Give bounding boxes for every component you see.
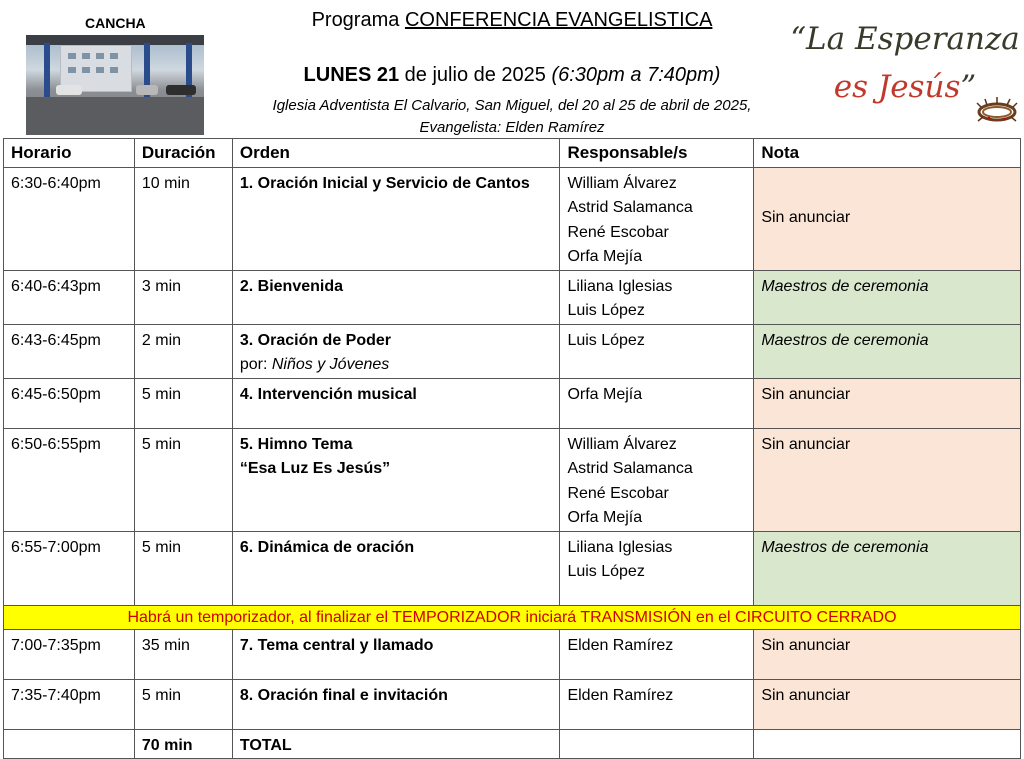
date-label: de julio de 2025 [399,64,552,86]
row-order: 3. Oración de Poder [239,331,392,349]
table-row [4,324,1021,378]
row-duration: 5 min [134,428,232,531]
person: René Escobar [567,223,669,241]
row-time: 6:50-6:55pm [4,428,135,531]
row-order-sub-prefix: por: [239,356,272,373]
row-note: Sin anunciar [754,378,1021,428]
person: Elden Ramírez [567,686,674,704]
row-note: Maestros de ceremonia [754,270,1021,324]
person: Elden Ramírez [567,636,674,654]
table-row [4,270,1021,324]
row-time: 6:40-6:43pm [4,270,135,324]
row-people [560,679,754,729]
row-order: 8. Oración final e invitación [232,679,560,729]
person: William Álvarez [567,435,677,453]
row-duration: 3 min [134,270,232,324]
row-duration: 10 min [134,167,232,270]
row-people [560,428,754,531]
row-people [560,531,754,605]
row-order: 1. Oración Inicial y Servicio de Cantos [232,167,560,270]
evangelist-line: Evangelista: Elden Ramírez [419,119,605,136]
row-time: 6:55-7:00pm [4,531,135,605]
table-row [4,679,1021,729]
row-note: Maestros de ceremonia [754,531,1021,605]
program-table [3,138,1021,759]
day-label: LUNES 21 [303,64,400,86]
row-duration: 2 min [134,324,232,378]
row-note: Sin anunciar [754,167,1021,270]
row-time: 6:43-6:45pm [4,324,135,378]
row-note: Sin anunciar [754,679,1021,729]
row-order: 5. Himno Tema [239,435,353,453]
table-row [4,378,1021,428]
row-order: 6. Dinámica de oración [232,531,560,605]
row-duration: 5 min [134,679,232,729]
row-order-sub: Niños y Jóvenes [271,356,390,373]
slogan-close-quote: ” [960,69,977,105]
row-time: 7:00-7:35pm [4,629,135,679]
header-responsables: Responsable/s [560,139,754,168]
header-duracion: Duración [134,139,232,168]
row-order-sub: “Esa Luz Es Jesús” [239,460,391,477]
location-line: Iglesia Adventista El Calvario, San Miguel, del 20 al 25 de abril de 2025, [272,97,752,114]
table-row [4,167,1021,270]
person: Orfa Mejía [567,509,643,526]
row-duration: 35 min [134,629,232,679]
slogan-line-2: es Jesús [833,69,961,105]
program-prefix: Programa [311,9,405,31]
table-row [4,629,1021,679]
row-order: 4. Intervención musical [232,378,560,428]
row-note: Sin anunciar [754,428,1021,531]
person: Astrid Salamanca [567,460,693,477]
total-label: TOTAL [232,729,560,759]
row-time: 6:45-6:50pm [4,378,135,428]
row-note: Sin anunciar [754,629,1021,679]
total-row [4,729,1021,759]
row-duration: 5 min [134,531,232,605]
row-order-cell [232,428,560,531]
slogan-line-1: “La Esperanza [790,21,1020,57]
program-title: CONFERENCIA EVANGELISTICA [404,9,713,31]
time-range: (6:30pm a 7:40pm) [551,64,721,86]
row-people [560,378,754,428]
person: Liliana Iglesias [567,538,673,556]
person: Astrid Salamanca [567,199,693,216]
header-orden: Orden [232,139,560,168]
header-nota: Nota [754,139,1021,168]
row-note: Maestros de ceremonia [754,324,1021,378]
person: Luis López [567,563,645,580]
person: Liliana Iglesias [567,277,673,295]
row-order: 2. Bienvenida [232,270,560,324]
crown-of-thorns-icon [975,95,1019,125]
row-people [560,167,754,270]
row-time: 7:35-7:40pm [4,679,135,729]
person: William Álvarez [567,174,677,192]
header-horario: Horario [4,139,135,168]
total-duration: 70 min [134,729,232,759]
person: René Escobar [567,484,669,502]
row-people [560,629,754,679]
person: Luis López [567,302,645,319]
row-order-cell [232,324,560,378]
person: Luis López [567,331,645,349]
person: Orfa Mejía [567,248,643,265]
photo-label: CANCHA [85,15,146,31]
timer-banner: Habrá un temporizador, al finalizar el TEMPORIZADOR iniciará TRANSMISIÓN en el CIRCUITO CERRADO [4,605,1021,629]
timer-banner-row [4,605,1021,629]
person: Orfa Mejía [567,385,643,403]
row-order: 7. Tema central y llamado [232,629,560,679]
row-time: 6:30-6:40pm [4,167,135,270]
table-header-row [4,139,1021,168]
row-duration: 5 min [134,378,232,428]
table-row [4,531,1021,605]
row-people [560,270,754,324]
table-row [4,428,1021,531]
row-people [560,324,754,378]
